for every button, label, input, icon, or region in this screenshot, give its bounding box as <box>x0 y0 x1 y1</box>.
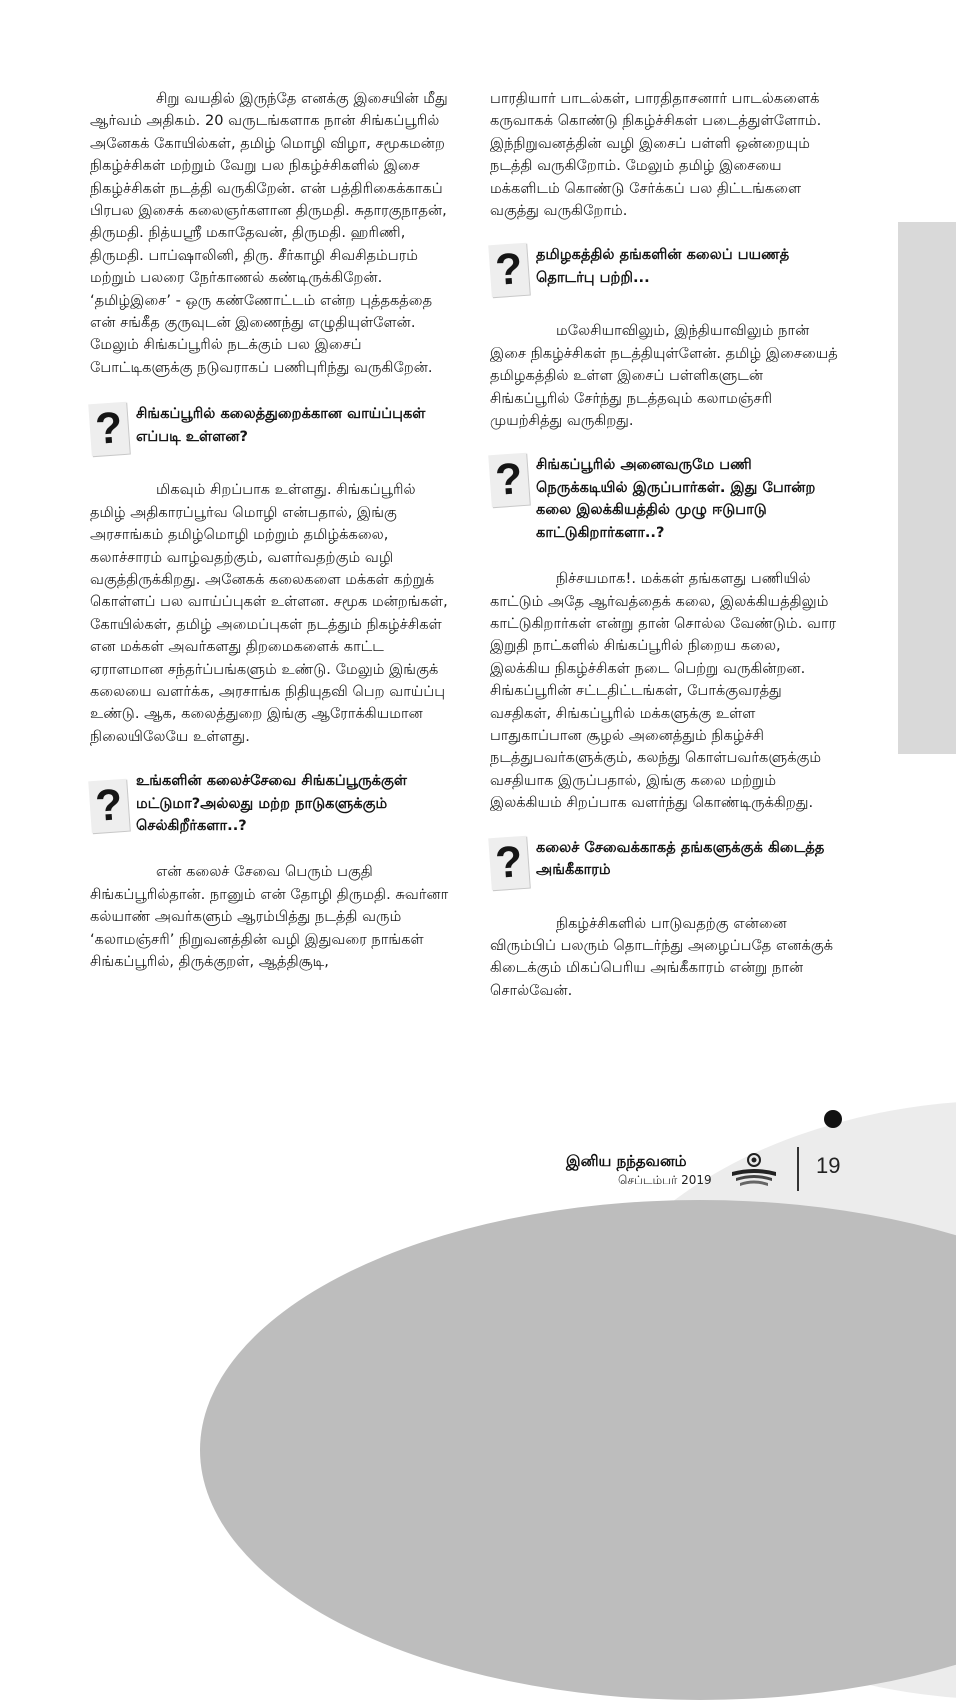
question-mark-icon: ? <box>88 402 130 457</box>
question-text: சிங்கப்பூரில் அனைவருமே பணி நெருக்கடியில் இருப்பார்கள். இது போன்ற கலை இலக்கியத்தில் முழு ஈடுபாடு காட்டுகிறார்களா..? <box>536 456 816 541</box>
question-block <box>490 837 840 889</box>
question-block <box>490 454 840 544</box>
article-end-dot <box>824 1110 842 1128</box>
answer-paragraph: நிச்சயமாக!. மக்கள் தங்களது பணியில் காட்டும் அதே ஆர்வத்தைக் கலை, இலக்கியத்திலும் காட்டுகிறார்கள் என்று தான் சொல்ல வேண்டும். வார இறுதி நாட்களில் சிங்கப்பூரில் நிறைய கலை, இலக்கிய நிகழ்ச்சிகள் நடை பெற்று வருகின்றன. சிங்கப்பூரின் சட்டதிட்டங்கள், போக்குவரத்து வசதிகள், சிங்கப்பூரில் மக்களுக்கு உள்ள பாதுகாப்பான சூழல் அனைத்தும் நிகழ்ச்சி நடத்துபவர்களுக்கும், கலந்து கொள்பவர்களுக்கும் வசதியாக இருப்பதால், இங்கு கலை மற்றும் இலக்கியம் சிறப்பாக வளர்ந்து கொண்டிருக்கிறது. <box>490 570 837 812</box>
page-number: 19 <box>816 1153 841 1178</box>
magazine-logo-icon <box>728 1150 780 1190</box>
question-mark-icon: ? <box>488 243 530 298</box>
background-wave-dark <box>200 1200 956 1700</box>
page-side-tab <box>898 222 956 754</box>
question-text: உங்களின் கலைச்சேவை சிங்கப்பூருக்குள் மட்டுமா?அல்லது மற்ற நாடுகளுக்கும் செல்கிறீர்களா..? <box>136 772 408 834</box>
left-column <box>90 88 450 973</box>
question-text: தமிழகத்தில் தங்களின் கலைப் பயணத் தொடர்பு பற்றி... <box>536 246 790 286</box>
question-mark-icon: ? <box>488 453 530 508</box>
footer-divider <box>797 1147 799 1191</box>
answer-paragraph: நிகழ்ச்சிகளில் பாடுவதற்கு என்னை விரும்பிப் பலரும் தொடர்ந்து அழைப்பதே எனக்குக் கிடைக்கும் மிகப்பெரிய அங்கீகாரம் என்று நான் சொல்வேன். <box>490 914 834 999</box>
question-block <box>490 244 840 296</box>
question-text: கலைச் சேவைக்காகத் தங்களுக்குக் கிடைத்த அங்கீகாரம் <box>536 838 825 878</box>
answer-paragraph: பாரதியார் பாடல்கள், பாரதிதாசனார் பாடல்களைக் கருவாகக் கொண்டு நிகழ்ச்சிகள் படைத்துள்ளோம். இந்நிறுவனத்தின் வழி இசைப் பள்ளி ஒன்றையும் நடத்தி வருகிறோம். மேலும் தமிழ் இசையை மக்களிடம் கொண்டு சேர்க்கப் பல திட்டங்களை வகுத்து வருகிறோம். <box>490 90 822 220</box>
question-text: சிங்கப்பூரில் கலைத்துறைக்கான வாய்ப்புகள் எப்படி உள்ளன? <box>136 405 426 445</box>
answer-paragraph: மலேசியாவிலும், இந்தியாவிலும் நான் இசை நிகழ்ச்சிகள் நடத்தியுள்ளேன். தமிழ் இசையைத் தமிழகத்தில் உள்ள இசைப் பள்ளிகளுடன் சிங்கப்பூரில் சேர்ந்து நடத்தவும் கலாமஞ்சரி முயற்சித்து வருகிறது. <box>490 322 838 430</box>
magazine-title: இனிய நந்தவனம் <box>566 1152 687 1170</box>
question-block <box>90 770 450 837</box>
answer-paragraph: என் கலைச் சேவை பெரும் பகுதி சிங்கப்பூரில்தான். நானும் என் தோழி திருமதி. சுவர்னா கல்யாண் அவர்களும் ஆரம்பித்து நடத்தி வரும் ‘கலாமஞ்சரி’ நிறுவனத்தின் வழி இதுவரை நாங்கள் சிங்கப்பூரில், திருக்குறள், ஆத்திசூடி, <box>90 863 449 970</box>
question-block <box>90 403 450 455</box>
answer-paragraph: சிறு வயதில் இருந்தே எனக்கு இசையின் மீது ஆர்வம் அதிகம். 20 வருடங்களாக நான் சிங்கப்பூரில் அனேகக் கோயில்கள், தமிழ் மொழி விழா, சமூகமன்ற நிகழ்ச்சிகள் மற்றும் வேறு பல நிகழ்ச்சிகளில் இசை நிகழ்ச்சிகள் நடத்தி வருகிறேன். என் பத்திரிகைக்காகப் பிரபல இசைக் கலைஞர்களான திருமதி. சுதாரகுநாதன், திருமதி. நித்யஸ்ரீ மகாதேவன், திருமதி. ஹரிணி, திருமதி. பாப்ஷாலினி, திரு. சீர்காழி சிவசிதம்பரம் மற்றும் பலரை நேர்காணல் கண்டிருக்கிறேன். ‘தமிழ்இசை’ - ஒரு கண்ணோட்டம் என்ற புத்தகத்தை என் சங்கீத குருவுடன் இணைந்து எழுதியுள்ளேன். மேலும் சிங்கப்பூரில் நடக்கும் பல இசைப் போட்டிகளுக்கு நடுவராகப் பணிபுரிந்து வருகிறேன். <box>90 90 448 376</box>
right-column <box>490 88 840 1002</box>
question-mark-icon: ? <box>488 835 530 890</box>
answer-paragraph: மிகவும் சிறப்பாக உள்ளது. சிங்கப்பூரில் தமிழ் அதிகாரப்பூர்வ மொழி என்பதால், இங்கு அரசாங்கம் தமிழ்மொழி மற்றும் தமிழ்க்கலை, கலாச்சாரம் வாழ்வதற்கும், வளர்வதற்கும் வழி வகுத்திருக்கிறது. அனேகக் கலைகளை மக்கள் கற்றுக் கொள்ளப் பல வாய்ப்புகள் உள்ளன. சமூக மன்றங்கள், கோயில்கள், தமிழ் அமைப்புகள் நடத்தும் நிகழ்ச்சிகள் என மக்கள் அவர்களது திறமைகளைக் காட்ட ஏராளமான சந்தர்ப்பங்களும் உண்டு. மேலும் இங்குக் கலையை வளர்க்க, அரசாங்க நிதியுதவி பெற வாய்ப்பு உண்டு. ஆக, கலைத்துறை இங்கு ஆரோக்கியமான நிலையிலேயே உள்ளது. <box>90 481 448 745</box>
issue-date: செப்டம்பர் 2019 <box>618 1173 712 1187</box>
question-mark-icon: ? <box>88 779 130 834</box>
